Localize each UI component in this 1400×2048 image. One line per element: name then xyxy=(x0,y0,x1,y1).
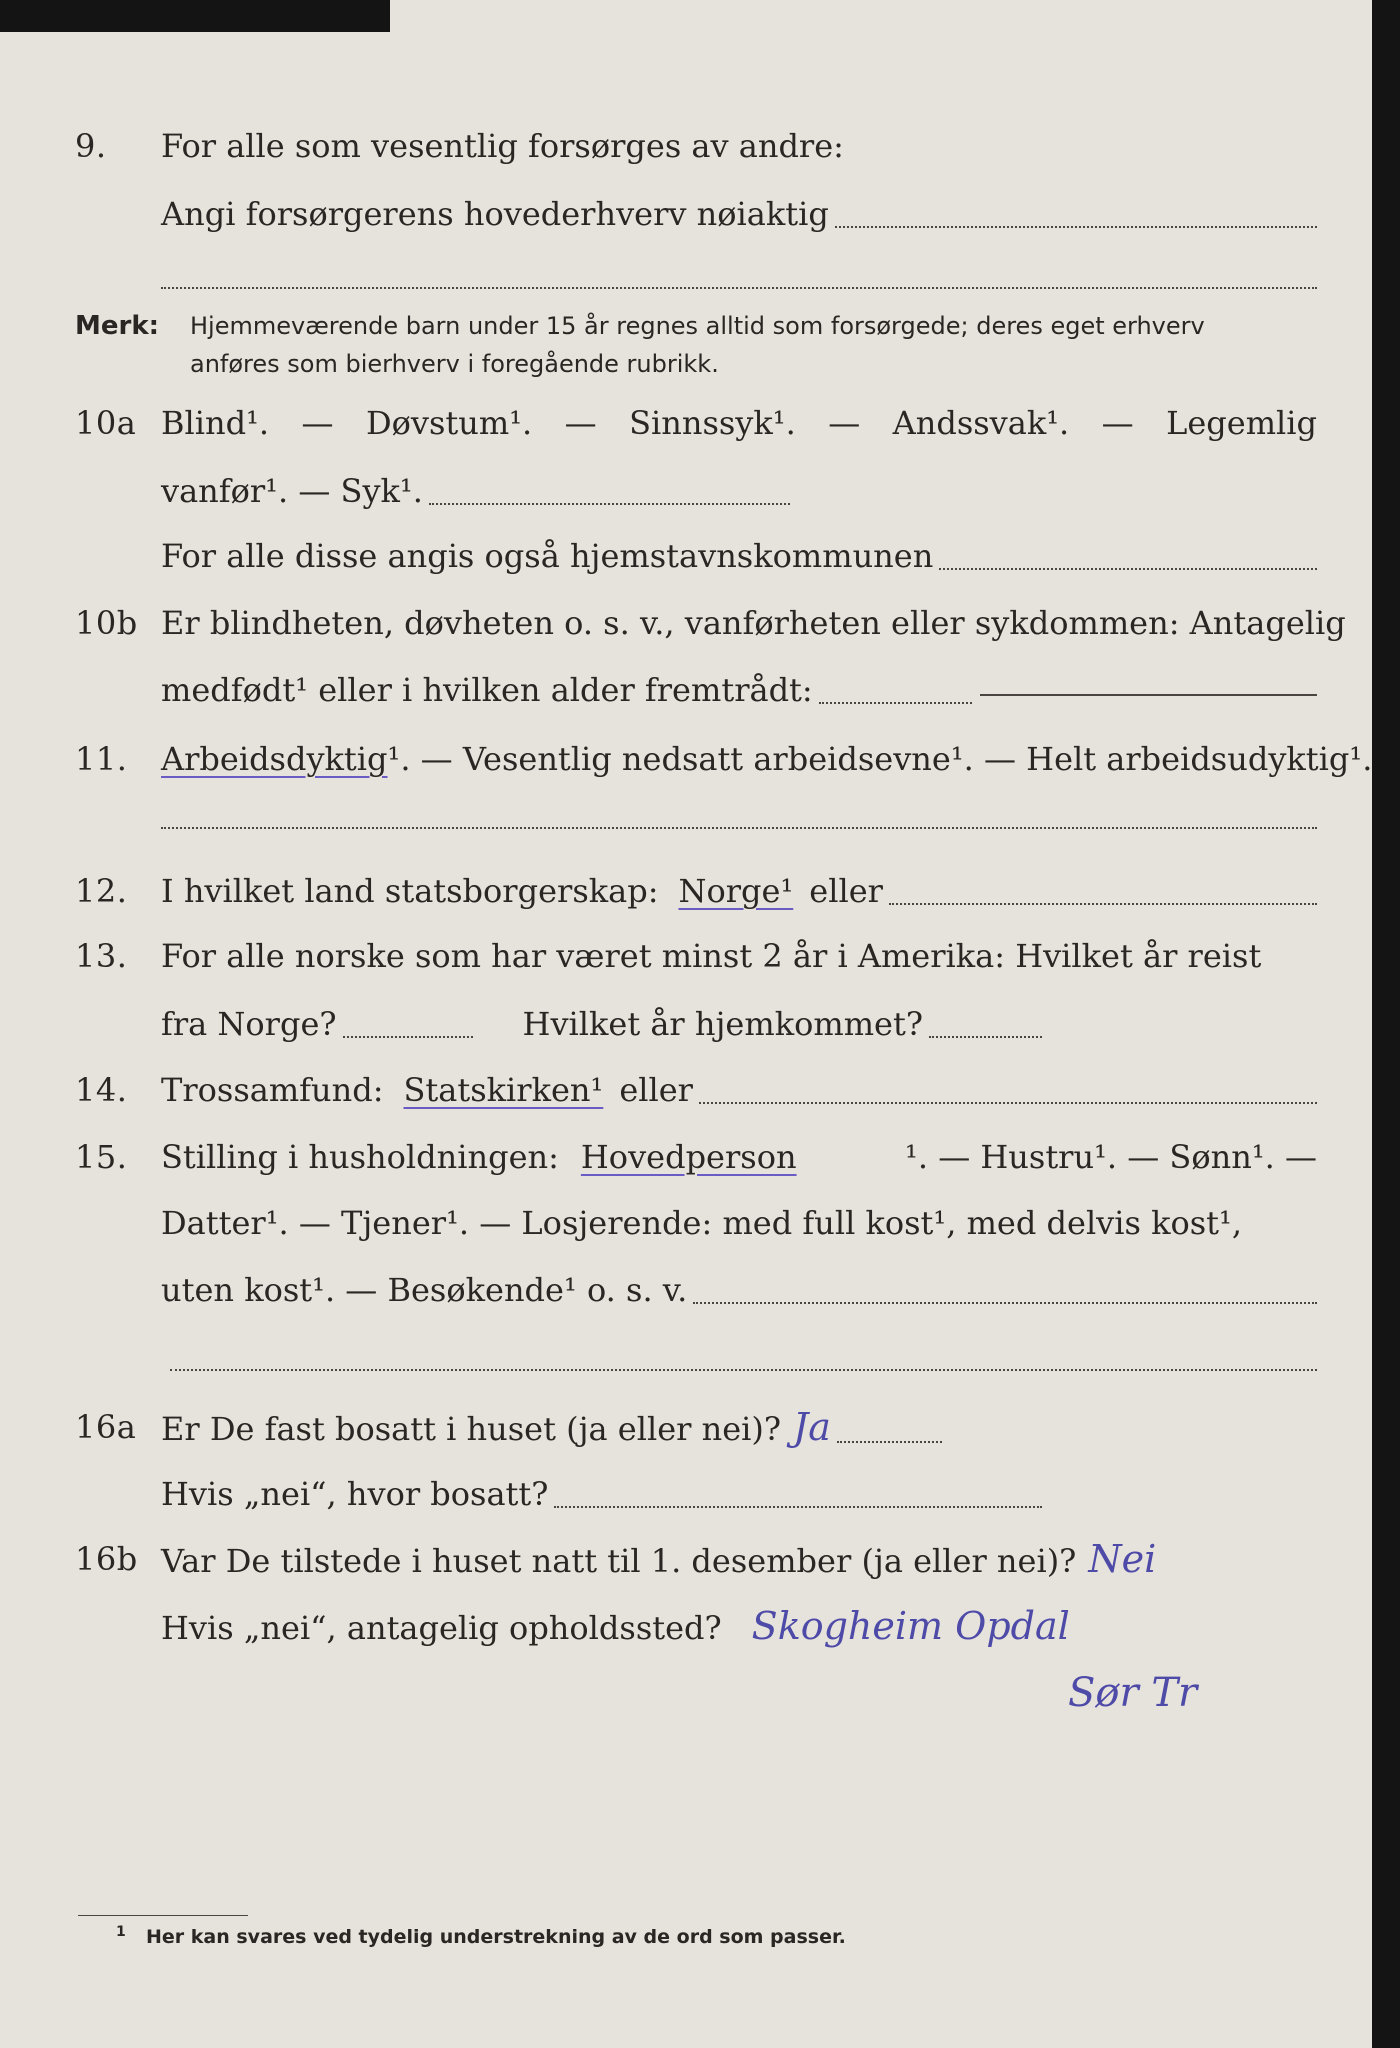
q10b-row xyxy=(0,597,1372,649)
q16a-number: 16a xyxy=(75,1408,137,1446)
q16a-line1 xyxy=(161,1401,942,1455)
footnote-mark: 1 xyxy=(116,1924,126,1940)
q16a-answer-line[interactable] xyxy=(837,1440,942,1443)
q14-eller: eller xyxy=(619,1071,693,1109)
q15-answer-line[interactable] xyxy=(693,1301,1317,1304)
q10a-line2 xyxy=(161,465,790,517)
q16b-handwritten-region: Sør Tr xyxy=(1068,1670,1198,1716)
q10b-line2 xyxy=(161,664,972,716)
q15-text: Stilling i husholdningen: xyxy=(161,1138,559,1176)
q12-row xyxy=(0,865,1372,917)
option-hovedperson-underlined: Hovedperson xyxy=(580,1138,797,1176)
q13-hjemkommet: Hvilket år hjemkommet? xyxy=(522,1005,923,1043)
q9-line2 xyxy=(161,188,1317,240)
q16a-text2: Hvis „nei“, hvor bosatt? xyxy=(161,1475,549,1513)
q13-year-returned-line[interactable] xyxy=(929,1035,1042,1038)
q13-number: 13. xyxy=(75,937,128,975)
q13-year-left-line[interactable] xyxy=(343,1035,473,1038)
q12-number: 12. xyxy=(75,872,128,910)
q14-line1 xyxy=(161,1064,1317,1116)
q10a-answer-line[interactable] xyxy=(429,502,790,505)
q15-text3: uten kost¹. — Besøkende¹ o. s. v. xyxy=(161,1271,688,1309)
q14-number: 14. xyxy=(75,1071,128,1109)
q10a-number: 10a xyxy=(75,404,137,442)
q15-row3 xyxy=(0,1264,1372,1316)
separator: — xyxy=(1101,404,1134,442)
q10a-row3 xyxy=(0,530,1372,582)
option-arbeidsdyktig-underlined: Arbeidsdyktig xyxy=(161,740,388,778)
q10b-row2 xyxy=(0,664,1372,716)
q10a-line1 xyxy=(161,397,1317,449)
q12-text: I hvilket land statsborgerskap: xyxy=(161,872,659,910)
q9-text: For alle som vesentlig forsørges av andre: xyxy=(161,127,844,165)
q13-line1 xyxy=(161,930,1317,982)
q14-row xyxy=(0,1064,1372,1116)
q11-row xyxy=(0,733,1372,785)
q10b-text: Er blindheten, døvheten o. s. v., vanførheten eller sykdommen: Antagelig xyxy=(161,604,1346,642)
option-andssvak: Andssvak¹. xyxy=(892,404,1070,442)
q13-fra-norge: fra Norge? xyxy=(161,1005,337,1043)
q16b-line2 xyxy=(161,1600,1317,1654)
q13-line2 xyxy=(161,998,1042,1050)
q9-line1 xyxy=(161,120,1317,172)
q15-row xyxy=(0,1131,1372,1183)
q11-number: 11. xyxy=(75,740,128,778)
q10a-line3 xyxy=(161,530,1317,582)
q10a-text2: vanfør¹. — Syk¹. xyxy=(161,472,423,510)
q12-answer-line[interactable] xyxy=(889,902,1317,905)
merk-label: Merk: xyxy=(75,311,160,341)
q10a-row2 xyxy=(0,465,1372,517)
separator: — xyxy=(301,404,334,442)
page-corner xyxy=(0,0,390,32)
q16a-row2 xyxy=(0,1468,1372,1520)
q9-answer-line2[interactable] xyxy=(161,286,1317,289)
q11-line1 xyxy=(161,733,1373,785)
q13-row2 xyxy=(0,998,1372,1050)
merk-text1: Hjemmeværende barn under 15 år regnes alltid som forsørgede; deres eget erhverv xyxy=(190,312,1205,340)
q16b-text2: Hvis „nei“, antagelig opholdssted? xyxy=(161,1609,722,1647)
q10a-text3: For alle disse angis også hjemstavnskommunen xyxy=(161,537,934,575)
q10b-answer-rule[interactable] xyxy=(980,693,1317,696)
q9-row2 xyxy=(0,188,1372,240)
q10b-answer-line[interactable] xyxy=(819,701,972,704)
q16a-line2 xyxy=(161,1468,1042,1520)
q16a-handwritten-answer: Ja xyxy=(793,1405,831,1449)
q9-answer-line[interactable] xyxy=(835,225,1317,228)
q15-line3 xyxy=(161,1264,1317,1316)
separator: — xyxy=(828,404,861,442)
q16b-handwritten-answer: Nei xyxy=(1088,1537,1157,1581)
q14-answer-line[interactable] xyxy=(699,1101,1317,1104)
q11-answer-line[interactable] xyxy=(161,826,1317,829)
q16a-answer-line2[interactable] xyxy=(554,1505,1042,1508)
q10b-text2: medfødt¹ eller i hvilken alder fremtrådt: xyxy=(161,671,813,709)
q16b-line1 xyxy=(161,1533,1262,1587)
q16a-text: Er De fast bosatt i huset (ja eller nei)? xyxy=(161,1410,782,1448)
q16b-number: 16b xyxy=(75,1540,138,1578)
q15-text2: Datter¹. — Tjener¹. — Losjerende: med full kost¹, med delvis kost¹, xyxy=(161,1204,1243,1242)
q13-row xyxy=(0,930,1372,982)
option-legemlig: Legemlig xyxy=(1166,404,1317,442)
q15-line2 xyxy=(161,1197,1317,1249)
option-norge-underlined: Norge¹ xyxy=(678,872,794,910)
q16b-handwritten-place: Skogheim Opdal xyxy=(751,1604,1070,1648)
q12-eller: eller xyxy=(809,872,883,910)
q15-row2 xyxy=(0,1197,1372,1249)
separator: — xyxy=(564,404,597,442)
q10a-row xyxy=(0,397,1372,449)
merk-text2: anføres som bierhverv i foregående rubrikk. xyxy=(190,350,719,378)
q16b-row2 xyxy=(0,1600,1372,1652)
q9-row xyxy=(0,120,1372,172)
footnote-ref: ¹ xyxy=(387,740,401,778)
q16a-row xyxy=(0,1401,1372,1453)
footnote-text: Her kan svares ved tydelig understrekning av de ord som passer. xyxy=(146,1926,846,1948)
q14-text: Trossamfund: xyxy=(161,1071,384,1109)
q10b-line1 xyxy=(161,597,1346,649)
q15-options-rest: ¹. — Hustru¹. — Sønn¹. — xyxy=(905,1138,1317,1176)
q10b-number: 10b xyxy=(75,604,138,642)
option-sinnssyk: Sinnssyk¹. xyxy=(629,404,796,442)
option-statskirken-underlined: Statskirken¹ xyxy=(403,1071,604,1109)
q15-number: 15. xyxy=(75,1138,128,1176)
q13-text: For alle norske som har været minst 2 år i Amerika: Hvilket år reist xyxy=(161,937,1262,975)
footnote-rule xyxy=(78,1915,248,1916)
q15-answer-line2[interactable] xyxy=(170,1368,1317,1371)
q15-line1 xyxy=(161,1131,1317,1183)
q12-line1 xyxy=(161,865,1317,917)
option-dovstum: Døvstum¹. xyxy=(365,404,533,442)
q10a-answer-line2[interactable] xyxy=(939,567,1317,570)
q16b-row xyxy=(0,1533,1372,1585)
option-blind: Blind¹. xyxy=(161,404,270,442)
q16b-text: Var De tilstede i huset natt til 1. desember (ja eller nei)? xyxy=(161,1542,1077,1580)
q11-rest: . — Vesentlig nedsatt arbeidsevne¹. — Helt arbeidsudyktig¹. xyxy=(400,740,1373,778)
q9-text2: Angi forsørgerens hovederhverv nøiaktig xyxy=(161,195,829,233)
q9-number: 9. xyxy=(75,127,107,165)
